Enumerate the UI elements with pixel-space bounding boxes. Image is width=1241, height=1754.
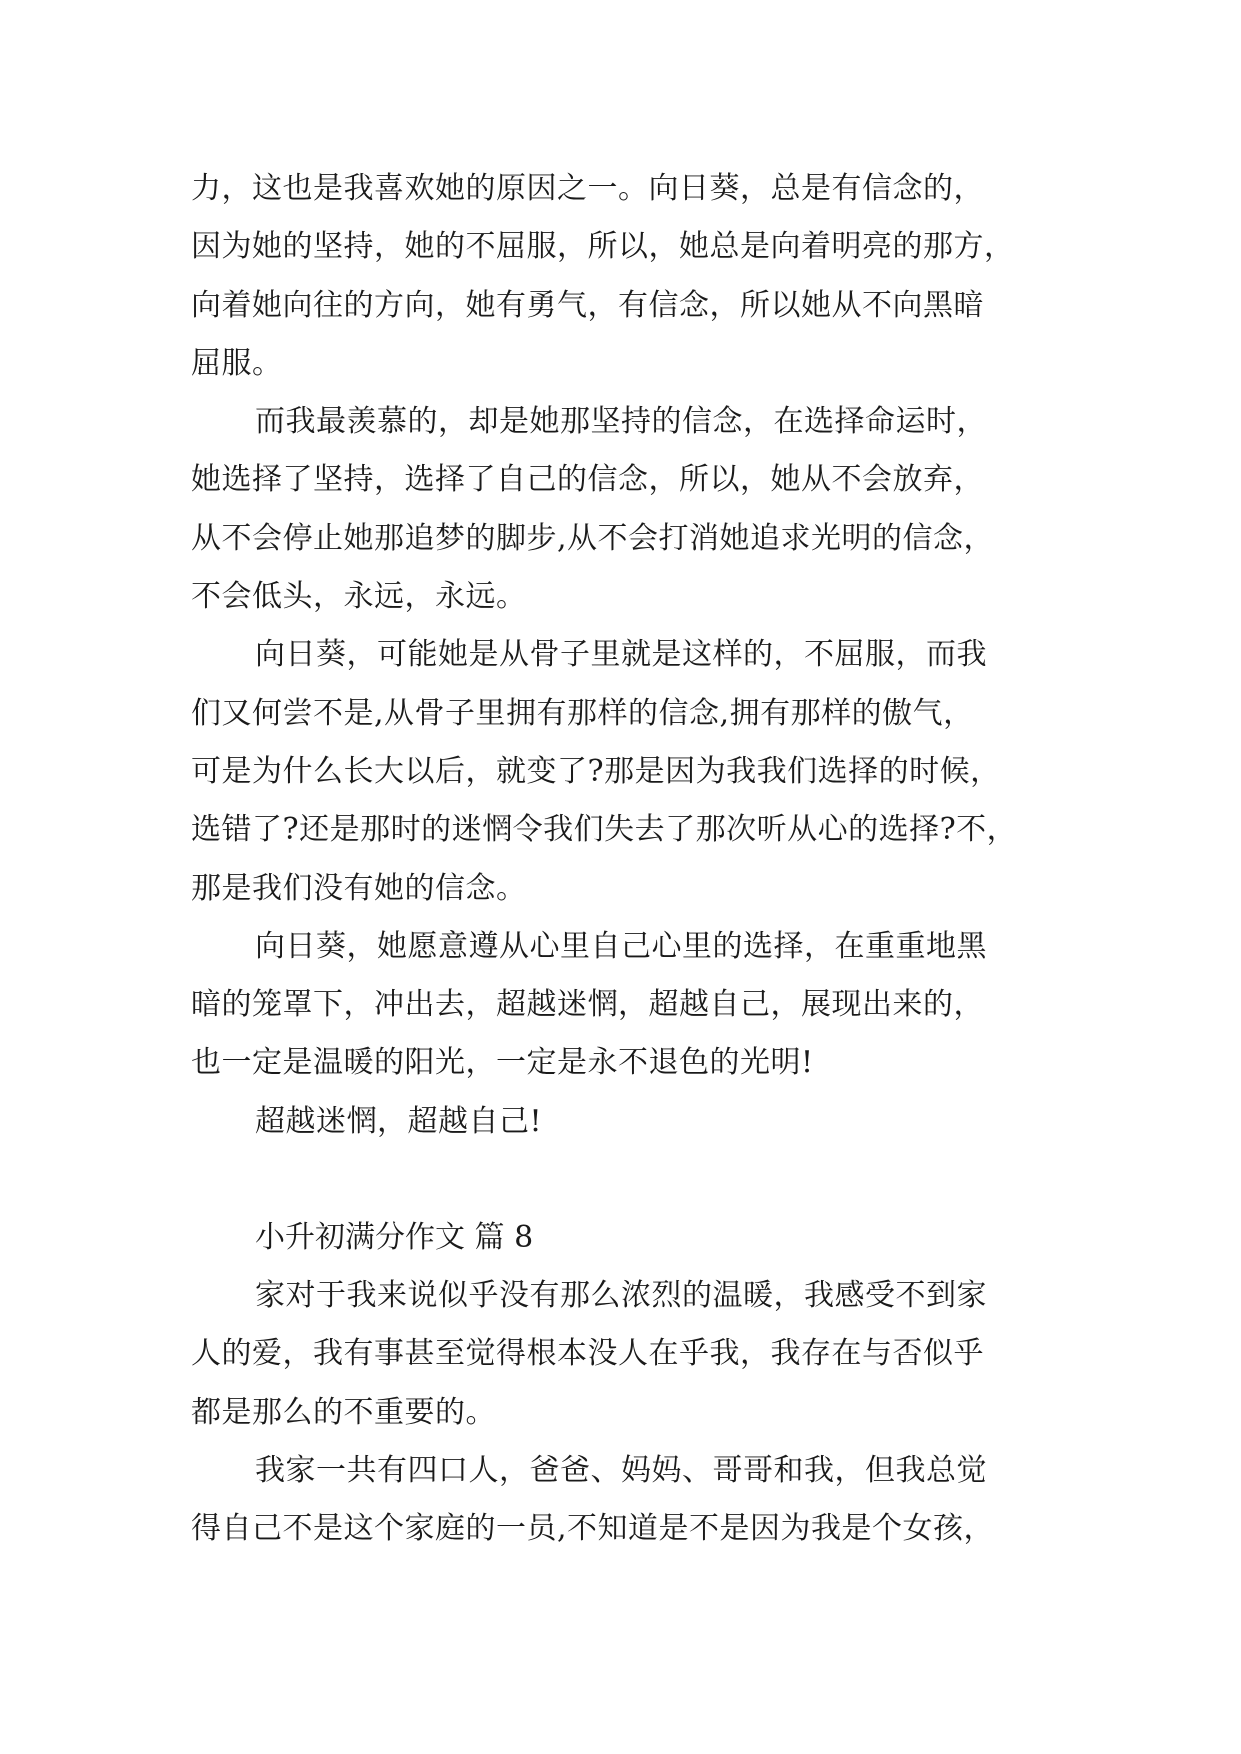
text-line: 向着她向往的方向，她有勇气，有信念，所以她从不向黑暗 — [191, 287, 984, 323]
paragraph-4 — [191, 918, 1071, 1093]
text-line: 她选择了坚持，选择了自己的信念，所以，她从不会放弃， — [191, 462, 984, 498]
text-line: 而我最羡慕的，却是她那坚持的信念，在选择命运时， — [255, 404, 987, 440]
paragraph-3 — [191, 626, 1071, 917]
text-line: 暗的笼罩下，冲出去，超越迷惘，超越自己，展现出来的， — [191, 987, 984, 1023]
section-heading: 小升初满分作文 篇 8 — [255, 1220, 534, 1256]
text-line: 我家一共有四口人，爸爸、妈妈、哥哥和我，但我总觉 — [255, 1452, 987, 1488]
text-line: 那是我们没有她的信念。 — [191, 870, 527, 906]
text-line: 得自己不是这个家庭的一员,不知道是不是因为我是个女孩， — [191, 1511, 995, 1547]
text-line: 也一定是温暖的阳光，一定是永不退色的光明! — [191, 1045, 814, 1081]
section-spacer — [191, 1151, 1071, 1209]
text-line: 超越迷惘，超越自己! — [255, 1103, 543, 1139]
text-line: 都是那么的不重要的。 — [191, 1394, 496, 1430]
text-line: 可是为什么长大以后，就变了?那是因为我我们选择的时候， — [191, 753, 1001, 789]
text-line: 屈服。 — [191, 345, 283, 381]
text-line: 们又何尝不是,从骨子里拥有那样的信念,拥有那样的傲气， — [191, 695, 974, 731]
text-line: 选错了?还是那时的迷惘令我们失去了那次听从心的选择?不， — [191, 812, 1018, 848]
paragraph-2 — [191, 393, 1071, 626]
text-line: 因为她的坚持，她的不屈服，所以，她总是向着明亮的那方， — [191, 229, 1015, 265]
text-line: 力，这也是我喜欢她的原因之一。向日葵，总是有信念的， — [191, 171, 984, 206]
text-line: 向日葵，可能她是从骨子里就是这样的，不屈服，而我 — [255, 637, 987, 673]
text-line: 不会低头，永远，永远。 — [191, 579, 527, 615]
paragraph-7 — [191, 1442, 1071, 1559]
text-line: 向日葵，她愿意遵从心里自己心里的选择，在重重地黑 — [255, 928, 987, 964]
text-line: 从不会停止她那追梦的脚步,从不会打消她追求光明的信念， — [191, 520, 995, 556]
text-line: 家对于我来说似乎没有那么浓烈的温暖，我感受不到家 — [255, 1278, 987, 1314]
document-body — [191, 160, 1071, 1559]
paragraph-5 — [191, 1093, 1071, 1151]
text-line: 人的爱，我有事甚至觉得根本没人在乎我，我存在与否似乎 — [191, 1336, 984, 1372]
paragraph-6 — [191, 1267, 1071, 1442]
paragraph-1 — [191, 160, 1071, 393]
